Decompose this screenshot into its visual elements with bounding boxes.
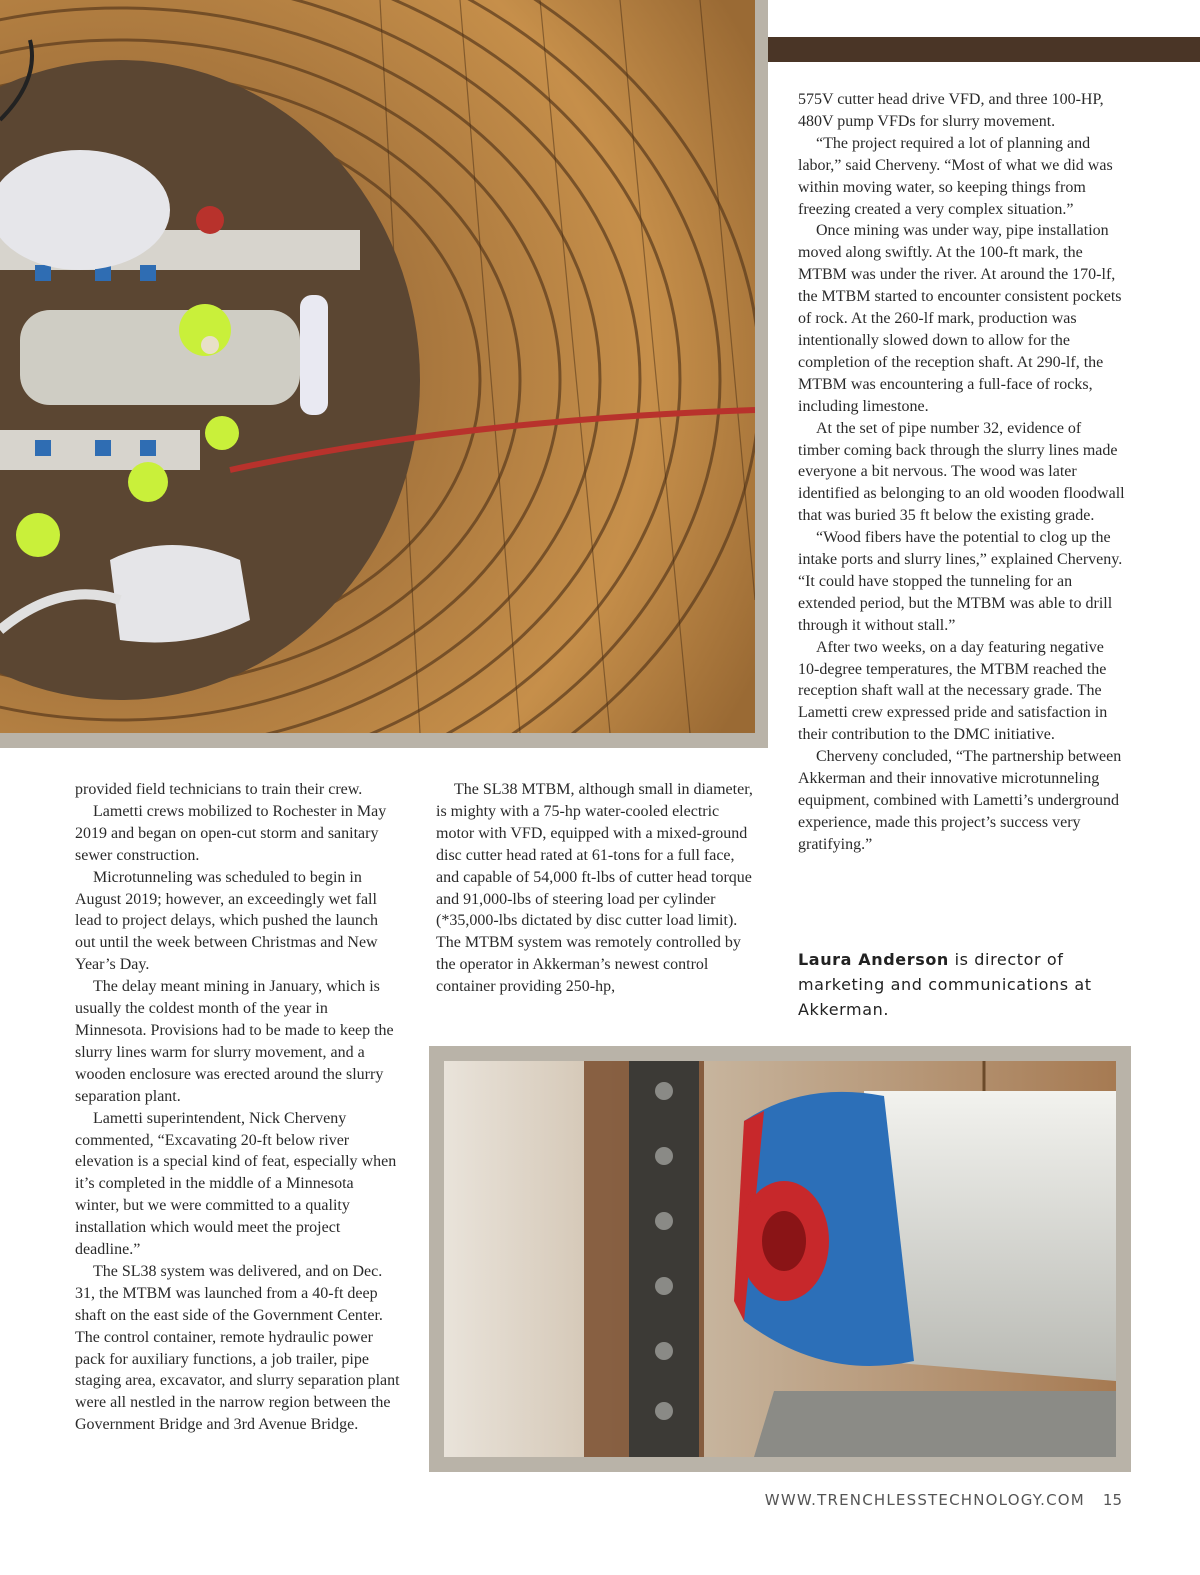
paragraph: The SL38 system was delivered, and on Dec. 31, the MTBM was launched from a 40-ft deep shaft on the east side of the Government Center. The control container, remote hydraulic power pack for auxiliary functions, a job trailer, pipe staging area, excavator, and slurry separation plant were all nestled in the narrow region between the Government Bridge and 3rd Avenue Bridge. (75, 1262, 400, 1434)
article-column-1 (75, 779, 400, 1436)
author-bio (798, 947, 1098, 1022)
shaft-photo-illustration (0, 0, 755, 733)
paragraph: After two weeks, on a day featuring negative 10-degree temperatures, the MTBM reached the reception shaft wall at the necessary grade. The Lametti crew expressed pride and satisfaction in their contribution to the DMC initiative. (798, 638, 1108, 744)
paragraph: Once mining was under way, pipe installation moved along swiftly. At the 100-ft mark, the MTBM was under the river. At around the 170-lf, the MTBM started to encounter consistent pockets of rock. At the 260-lf mark, production was intentionally slowed down to allow for the completion of the reception shaft. At 290-lf, the MTBM was encountering a full-face of rocks, including limestone. (798, 222, 1122, 415)
paragraph: “The project required a lot of planning and labor,” said Cherveny. “Most of what we did was within moving water, so keeping things from freezing created a very complex situation.” (798, 134, 1113, 218)
cutter-head-illustration (444, 1061, 1116, 1457)
paragraph: Microtunneling was scheduled to begin in August 2019; however, an exceedingly wet fall lead to project delays, which pushed the launch out until the week between Christmas and New Year’s Day. (75, 868, 379, 974)
photo-mtbm-cutter-head (429, 1046, 1131, 1472)
paragraph: The delay meant mining in January, which is usually the coldest month of the year in Minnesota. Provisions had to be made to keep the slurry lines warm for slurry movement, and a wooden enclosure was erected around the slurry separation plant. (75, 978, 394, 1105)
article-column-3 (798, 89, 1126, 856)
article-column-2 (436, 779, 761, 998)
paragraph: Lametti crews mobilized to Rochester in May 2019 and began on open-cut storm and sanitary sewer construction. (75, 802, 387, 864)
paragraph: The SL38 MTBM, although small in diameter, is mighty with a 75-hp water-cooled electric motor with VFD, equipped with a mixed-ground disc cutter head rated at 61-tons for a full face, and capable of 54,000 ft-lbs of cutter head torque and 91,000-lbs of steering load per cylinder (*35,000-lbs dictated by disc cutter load limit). The MTBM system was remotely controlled by the operator in Akkerman’s newest control container providing 250-hp, (436, 781, 753, 996)
paragraph: Lametti superintendent, Nick Cherveny commented, “Excavating 20-ft below river elevation is a special kind of feat, especially when it’s completed in the middle of a Minnesota winter, but we were committed to a quality installation which would meet the project deadline.” (75, 1109, 397, 1259)
author-name: Laura Anderson (798, 950, 949, 969)
author-description: is director of marketing and communications at Akkerman. (798, 950, 1092, 1019)
page-footer (765, 1491, 1122, 1509)
paragraph: 575V cutter head drive VFD, and three 100-HP, 480V pump VFDs for slurry movement. (798, 91, 1104, 130)
paragraph: “Wood fibers have the potential to clog up the intake ports and slurry lines,” explained Cherveny. “It could have stopped the tunneling for an extended period, but the MTBM was able to drill through it without stall.” (798, 529, 1123, 634)
paragraph: Cherveny concluded, “The partnership between Akkerman and their innovative microtunneling equipment, combined with Lametti’s underground experience, made this project’s success very gratifying.” (798, 748, 1122, 853)
website-url: WWW.TRENCHLESSTECHNOLOGY.COM (764, 1491, 1085, 1509)
photo-shaft-overhead (0, 0, 768, 748)
paragraph: provided field technicians to train their crew. (75, 781, 363, 798)
paragraph: At the set of pipe number 32, evidence of timber coming back through the slurry lines made everyone a bit nervous. The wood was later identified as belonging to an old wooden floodwall that was buried 35 ft below the existing grade. (798, 419, 1125, 525)
page-number: 15 (1102, 1491, 1122, 1509)
